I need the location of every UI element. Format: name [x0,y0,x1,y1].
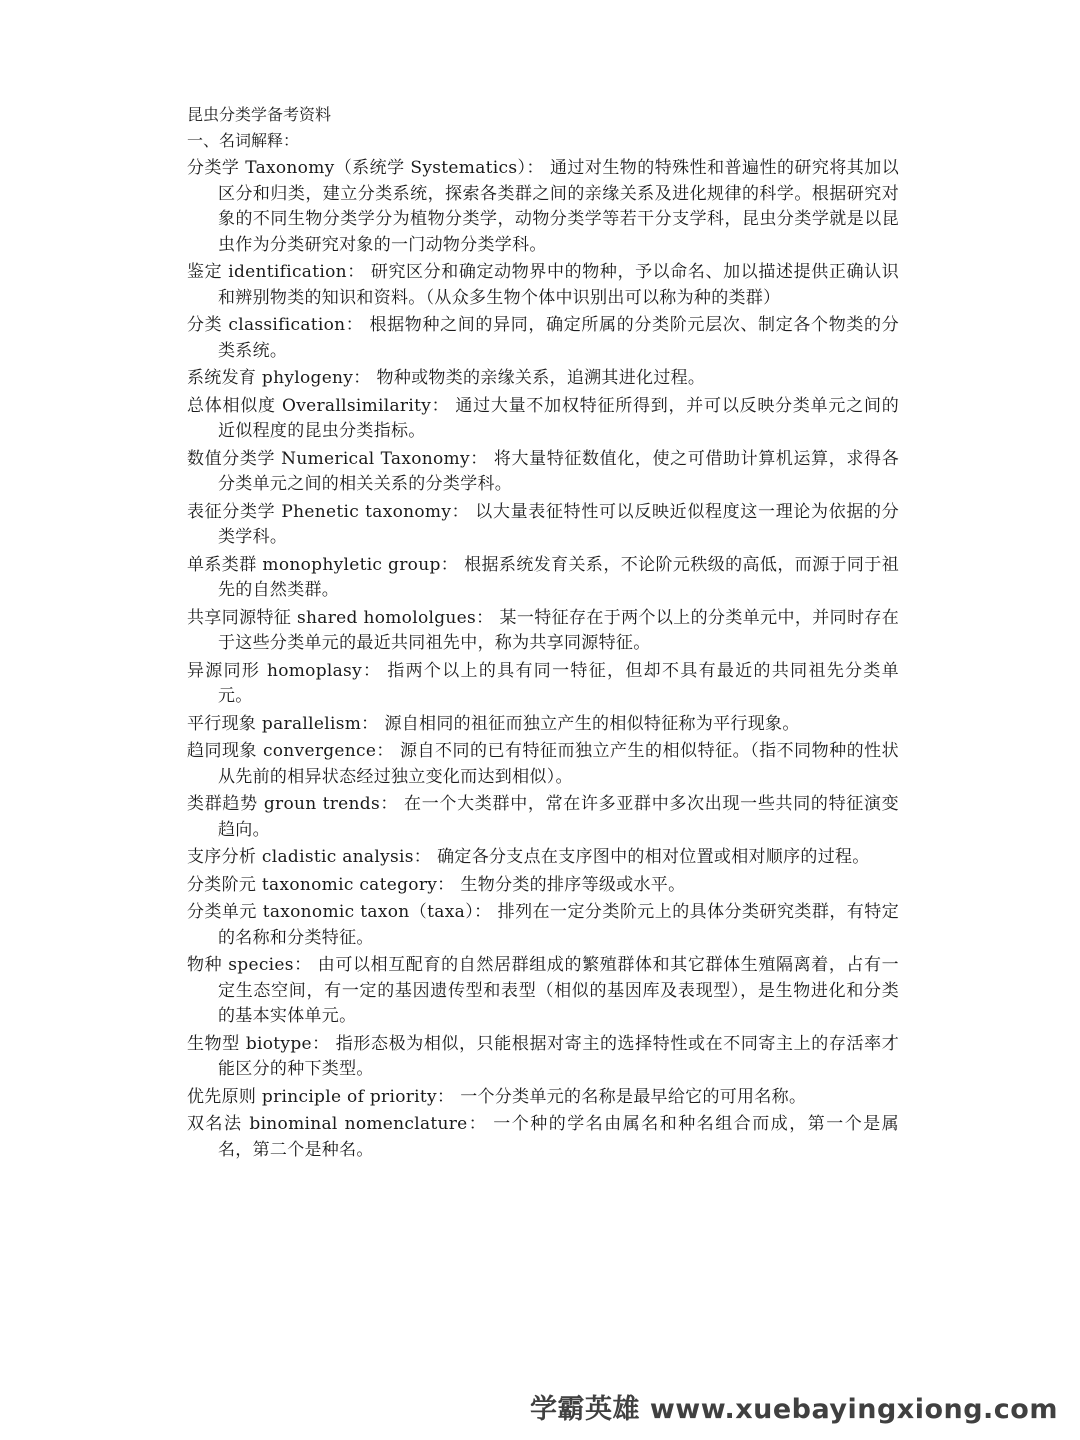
entry-definition: 在一个大类群中，常在许多亚群中多次出现一些共同的特征演变趋向。 [218,794,899,840]
entry-definition: 确定各分支点在支序图中的相对位置或相对顺序的过程。 [437,847,870,867]
entry-term: 类群趋势 groun trends： [187,794,399,814]
glossary-entry [187,1112,899,1163]
entry-definition: 一个种的学名由属名和种名组合而成，第一个是属名，第二个是种名。 [218,1114,899,1160]
entry-term: 趋同现象 convergence： [187,741,394,761]
glossary-entry [187,900,899,951]
entry-term: 物种 species： [187,955,312,975]
site-watermark: 学霸英雄 www.xuebayingxiong.com [529,1394,1058,1425]
entry-term: 双名法 binominal nomenclature： [187,1114,488,1134]
entry-term: 系统发育 phylogeny： [187,368,371,388]
entry-term: 总体相似度 Overallsimilarity： [187,395,450,416]
glossary-entry [187,739,899,790]
entry-definition: 以大量表征特性可以反映近似程度这一理论为依据的分类学科。 [218,501,900,547]
entry-term: 分类阶元 taxonomic category： [187,874,455,895]
entry-definition: 由可以相互配育的自然居群组成的繁殖群体和其它群体生殖隔离着，占有一定生态空间，有一定的基因遗传型和表型（相似的基因库及表现型），是生物进化和分类的基本实体单元。 [218,955,899,1026]
entry-term: 优先原则 principle of priority： [187,1086,455,1107]
glossary-entry [187,553,899,604]
entry-term: 分类 classification： [187,315,364,335]
glossary-entry [187,500,899,551]
glossary-entry [187,156,899,258]
glossary-entry [187,447,899,498]
document-page [187,104,899,1165]
glossary-entry [187,313,899,364]
entry-definition: 源自相同的祖征而独立产生的相似特征称为平行现象。 [384,713,800,734]
glossary-entry [187,659,899,710]
entry-term: 鉴定 identification： [187,262,365,282]
glossary-list [187,156,899,1163]
entry-term: 支序分析 cladistic analysis： [187,847,432,867]
glossary-entry [187,873,899,899]
entry-term: 数值分类学 Numerical Taxonomy： [187,448,488,469]
entry-term: 表征分类学 Phenetic taxonomy： [187,501,470,522]
entry-term: 分类单元 taxonomic taxon（taxa）： [187,902,492,922]
glossary-entry [187,712,899,738]
entry-definition: 一个分类单元的名称是最早给它的可用名称。 [460,1086,807,1107]
glossary-entry [187,1032,899,1083]
entry-definition: 某一特征存在于两个以上的分类单元中，并同时存在于这些分类单元的最近共同祖先中，称为共享同源特征。 [218,607,899,653]
entry-definition: 生物分类的排序等级或水平。 [460,874,686,895]
entry-definition: 指形态极为相似，只能根据对寄主的选择特性或在不同寄主上的存活率才能区分的种下类型。 [218,1033,899,1079]
entry-term: 异源同形 homoplasy： [187,660,382,681]
glossary-entry [187,953,899,1030]
entry-term: 生物型 biotype： [187,1033,330,1054]
entry-definition: 根据系统发育关系，不论阶元秩级的高低，而源于同于祖先的自然类群。 [218,554,900,600]
entry-term: 单系类群 monophyletic group： [187,554,459,575]
glossary-entry [187,1085,899,1111]
entry-definition: 源自不同的已有特征而独立产生的相似特征。（指不同物种的性状从先前的相异状态经过独立变化而达到相似）。 [218,741,899,787]
glossary-entry [187,606,899,657]
glossary-entry [187,394,899,445]
entry-term: 分类学 Taxonomy（系统学 Systematics）： [187,158,544,178]
glossary-entry [187,845,899,871]
entry-definition: 通过大量不加权特征所得到，并可以反映分类单元之间的近似程度的昆虫分类指标。 [218,395,900,441]
glossary-entry [187,260,899,311]
glossary-entry [187,366,899,392]
entry-definition: 排列在一定分类阶元上的具体分类研究类群，有特定的名称和分类特征。 [218,902,899,948]
entry-definition: 物种或物类的亲缘关系，追溯其进化过程。 [376,368,706,388]
document-title: 昆虫分类学备考资料 [187,105,332,124]
entry-definition: 将大量特征数值化，使之可借助计算机运算，求得各分类单元之间的相关关系的分类学科。 [218,448,899,494]
entry-term: 共享同源特征 shared homololgues： [187,607,494,628]
glossary-entry [187,792,899,843]
entry-definition: 研究区分和确定动物界中的物种，予以命名、加以描述提供正确认识和辨别物类的知识和资料。（从众多生物个体中识别出可以称为种的类群） [218,262,899,308]
entry-definition: 根据物种之间的异同，确定所属的分类阶元层次、制定各个物类的分类系统。 [218,315,900,361]
entry-term: 平行现象 parallelism： [187,713,379,734]
section-heading: 一、名词解释： [187,131,300,150]
entry-definition: 通过对生物的特殊性和普遍性的研究将其加以区分和归类，建立分类系统，探索各类群之间的亲缘关系及进化规律的科学。根据研究对象的不同生物分类学分为植物分类学，动物分类学等若干分支学科，昆虫分类学就是以昆虫作为分类研究对象的一门动物分类学科。 [218,158,900,255]
entry-definition: 指两个以上的具有同一特征，但却不具有最近的共同祖先分类单元。 [218,660,899,706]
